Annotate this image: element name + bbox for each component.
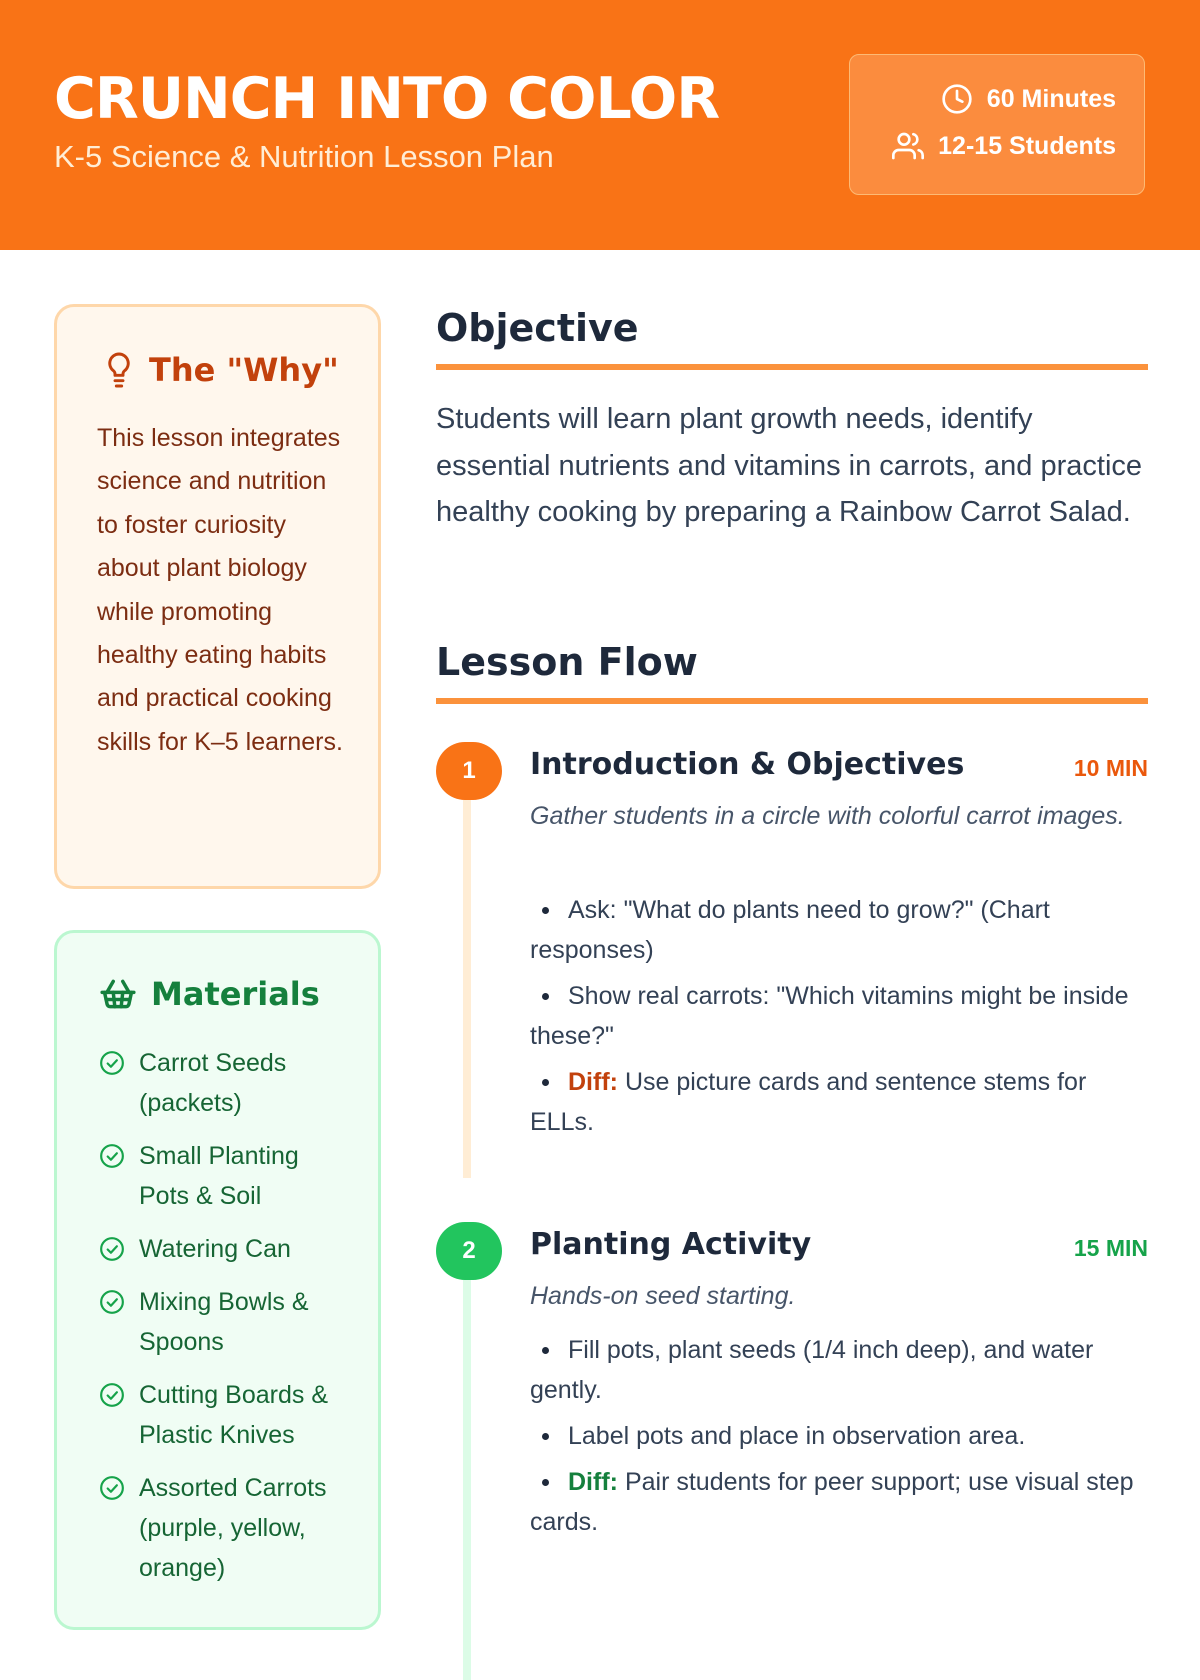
- material-label: Mixing Bowls & Spoons: [139, 1288, 309, 1356]
- users-icon: [892, 130, 924, 162]
- check-circle-icon: [99, 1050, 125, 1076]
- step-2-bullet: Label pots and place in observation area.: [530, 1416, 1150, 1456]
- duration-info: [941, 83, 1116, 115]
- step-1-diff-label: Diff:: [568, 1068, 618, 1096]
- page-subtitle: K-5 Science & Nutrition Lesson Plan: [54, 139, 554, 174]
- basket-icon: [99, 975, 137, 1013]
- materials-heading: [99, 975, 320, 1013]
- step-1-bullet: Ask: "What do plants need to grow?" (Chart responses): [530, 890, 1150, 970]
- objective-heading: Objective: [436, 306, 639, 350]
- step-2-diff-text: Pair students for peer support; use visual step cards.: [530, 1468, 1134, 1536]
- check-circle-icon: [99, 1382, 125, 1408]
- why-heading: [103, 351, 339, 389]
- material-item: [99, 1043, 349, 1123]
- material-item: [99, 1468, 349, 1588]
- step-2-time: 15 MIN: [1073, 1235, 1148, 1261]
- why-card: [54, 304, 381, 889]
- material-label: Assorted Carrots (purple, yellow, orange): [139, 1474, 327, 1582]
- material-item: [99, 1282, 349, 1362]
- step-2-bullets: [530, 1330, 1150, 1548]
- material-label: Carrot Seeds (packets): [139, 1049, 287, 1117]
- materials-list: [99, 1043, 349, 1601]
- step-1-bullets: [530, 890, 1150, 1148]
- step-1-badge: 1: [436, 742, 502, 800]
- lesson-flow-heading: Lesson Flow: [436, 640, 698, 684]
- group-size-text: 12-15 Students: [938, 131, 1116, 160]
- clock-icon: [941, 83, 973, 115]
- page-title: CRUNCH INTO COLOR: [54, 66, 720, 132]
- lesson-meta-box: [849, 54, 1145, 195]
- material-label: Cutting Boards & Plastic Knives: [139, 1381, 328, 1449]
- step-1-description: Gather students in a circle with colorful carrot images.: [530, 802, 1125, 830]
- step-2-title: Planting Activity: [530, 1227, 812, 1262]
- materials-card: [54, 930, 381, 1630]
- objective-text: Students will learn plant growth needs, identify essential nutrients and vitamins in carrots, and practice healthy cooking by preparing a Rainbow Carrot Salad.: [436, 403, 1143, 528]
- objective-divider: [436, 364, 1148, 370]
- material-item: [99, 1136, 349, 1216]
- why-title: The "Why": [149, 351, 339, 389]
- step-2-diff-label: Diff:: [568, 1468, 618, 1496]
- lightbulb-icon: [103, 351, 135, 389]
- material-label: Watering Can: [139, 1235, 291, 1263]
- step-2-bullet: Fill pots, plant seeds (1/4 inch deep), and water gently.: [530, 1330, 1150, 1410]
- why-text: This lesson integrates science and nutrition to foster curiosity about plant biology while promoting healthy eating habits and practical cooking skills for K–5 learners.: [97, 424, 343, 756]
- check-circle-icon: [99, 1236, 125, 1262]
- step-1-timeline: [463, 800, 471, 1178]
- group-size-info: [892, 130, 1116, 162]
- check-circle-icon: [99, 1475, 125, 1501]
- header-banner: [0, 0, 1200, 250]
- material-item: [99, 1229, 349, 1269]
- material-item: [99, 1375, 349, 1455]
- step-1-bullet: Show real carrots: "Which vitamins might be inside these?": [530, 976, 1150, 1056]
- step-1-title: Introduction & Objectives: [530, 747, 965, 782]
- step-1-time: 10 MIN: [1073, 755, 1148, 781]
- check-circle-icon: [99, 1143, 125, 1169]
- material-label: Small Planting Pots & Soil: [139, 1142, 299, 1210]
- materials-title: Materials: [151, 975, 320, 1013]
- lesson-flow-divider: [436, 698, 1148, 704]
- step-2-description: Hands-on seed starting.: [530, 1282, 796, 1310]
- duration-text: 60 Minutes: [986, 84, 1116, 113]
- step-1-diff-bullet: [530, 1062, 1150, 1142]
- step-2-timeline: [463, 1280, 471, 1680]
- step-2-diff-bullet: [530, 1462, 1150, 1542]
- step-2-badge: 2: [436, 1222, 502, 1280]
- check-circle-icon: [99, 1289, 125, 1315]
- step-1-diff-text: Use picture cards and sentence stems for ELLs.: [530, 1068, 1087, 1136]
